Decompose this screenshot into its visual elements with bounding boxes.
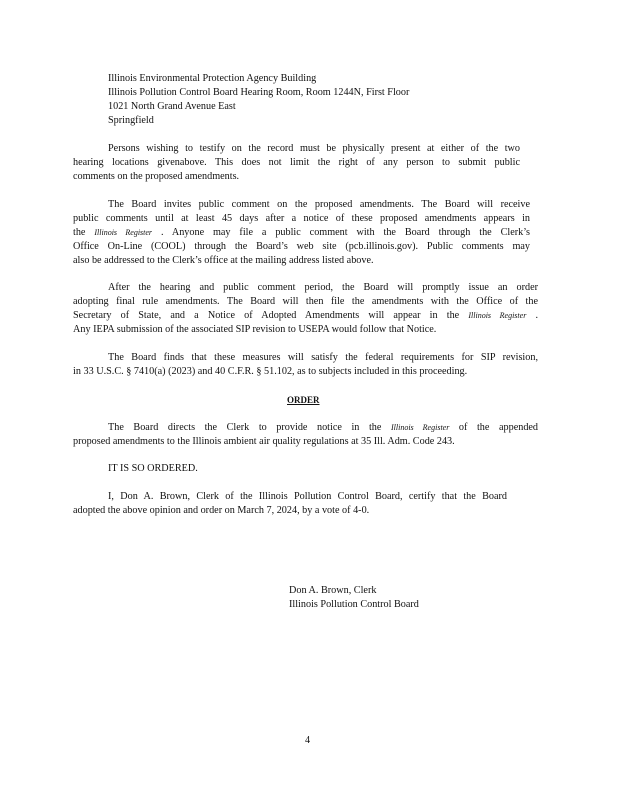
journal-name: Illinois Register (94, 228, 153, 237)
paragraph-line: adopted the above opinion and order on March 7, 2024, by a vote of 4-0. (73, 505, 370, 516)
address-line-2: Illinois Pollution Control Board Hearing Room, Room 1244N, First Floor (108, 87, 410, 98)
journal-name: Illinois Register (468, 311, 527, 320)
paragraph-line: public comments until at least 45 days after a notice of these proposed amendments appears in (73, 213, 530, 224)
paragraph-line: also be addressed to the Clerk’s office at the mailing address listed above. (73, 255, 374, 266)
paragraph-line (73, 421, 538, 435)
text-segment: . Anyone may file a public comment with the Board through the Clerk’s (160, 227, 531, 238)
paragraph-line: After the hearing and public comment period, the Board will promptly issue an order (108, 282, 538, 293)
paragraph-public-comment (73, 198, 530, 268)
paragraph-line: comments on the proposed amendments. (73, 171, 240, 182)
paragraph-board-finds (73, 351, 538, 379)
paragraph-testify (73, 142, 520, 184)
paragraph-directs (73, 421, 538, 449)
paragraph-line: proposed amendments to the Illinois ambient air quality regulations at 35 Ill. Adm. Code 243. (73, 436, 455, 447)
paragraph-line: The Board invites public comment on the proposed amendments. The Board will receive (108, 199, 530, 210)
paragraph-line: adopting final rule amendments. The Board will then file the amendments with the Office of the (73, 296, 538, 307)
page-number: 4 (305, 735, 311, 746)
address-line-3: 1021 North Grand Avenue East (108, 101, 236, 112)
paragraph-line: in 33 U.S.C. § 7410(a) (2023) and 40 C.F.R. § 51.102, as to subjects included in this proceeding. (73, 366, 468, 377)
paragraph-line: hearing locations givenabove. This does not limit the right of any person to submit public (73, 157, 520, 168)
address-line-4: Springfield (108, 115, 154, 126)
paragraph-line (73, 226, 530, 240)
paragraph-line: Any IEPA submission of the associated SIP revision to USEPA would follow that Notice. (73, 324, 437, 335)
text-segment: the (73, 227, 86, 238)
journal-name: Illinois Register (390, 423, 450, 432)
text-segment: of the appended (458, 422, 539, 433)
paragraph-line: Persons wishing to testify on the record must be physically present at either of the two (108, 143, 520, 154)
signature-org: Illinois Pollution Control Board (289, 599, 419, 610)
so-ordered: IT IS SO ORDERED. (108, 463, 198, 474)
paragraph-after-hearing (73, 281, 538, 337)
paragraph-line: I, Don A. Brown, Clerk of the Illinois Pollution Control Board, certify that the Board (108, 491, 507, 502)
text-segment: . (535, 310, 539, 321)
order-heading: ORDER (287, 395, 320, 405)
text-segment: The Board directs the Clerk to provide notice in the (108, 422, 382, 433)
text-segment: Secretary of State, and a Notice of Adopted Amendments will appear in the (73, 310, 460, 321)
paragraph-line: The Board finds that these measures will satisfy the federal requirements for SIP revision, (108, 352, 538, 363)
address-line-1: Illinois Environmental Protection Agency Building (108, 73, 317, 84)
paragraph-line: Office On-Line (COOL) through the Board’s web site (pcb.illinois.gov). Public comments may (73, 241, 530, 252)
signature-name: Don A. Brown, Clerk (289, 585, 377, 596)
paragraph-certify (73, 490, 507, 518)
paragraph-line (73, 309, 538, 323)
